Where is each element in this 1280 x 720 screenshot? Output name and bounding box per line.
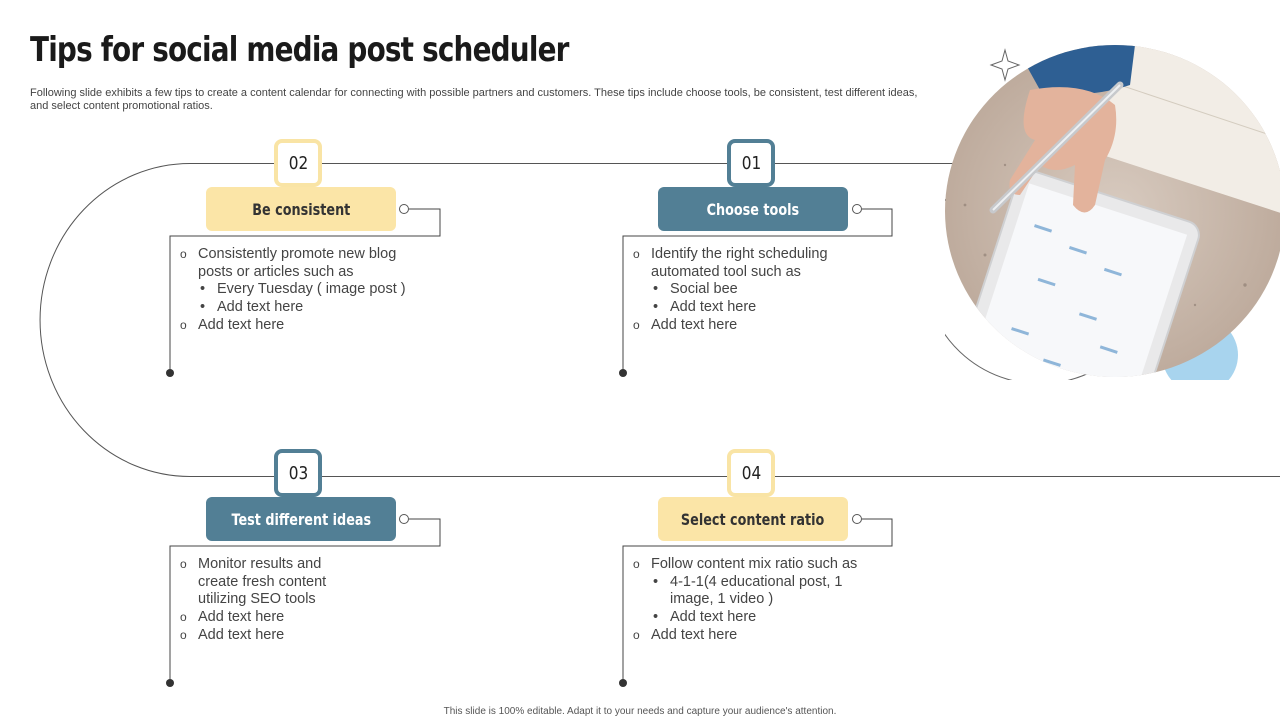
list-item: o Follow content mix ratio such as	[631, 556, 876, 574]
step-3-end-dot	[166, 679, 174, 687]
list-item: • Every Tuesday ( image post )	[178, 281, 428, 299]
step-4-title: Select content ratio	[658, 497, 848, 541]
list-item: • Social bee	[631, 281, 881, 299]
step-2-connector-knob	[399, 204, 409, 214]
step-1-number: 01	[727, 139, 775, 187]
step-2-title: Be consistent	[206, 187, 396, 231]
list-item: o Add text here	[178, 627, 348, 645]
step-4-number: 04	[727, 449, 775, 497]
step-2-end-dot	[166, 369, 174, 377]
step-4-content	[631, 556, 876, 645]
list-item: • Add text here	[178, 299, 428, 317]
step-3-connector-knob	[399, 514, 409, 524]
step-4-end-dot	[619, 679, 627, 687]
step-4-connector-knob	[852, 514, 862, 524]
list-item: o Monitor results and create fresh content utilizing SEO tools	[178, 556, 348, 609]
page-title: Tips for social media post scheduler	[30, 30, 569, 70]
step-1-content	[631, 246, 881, 335]
list-item: o Add text here	[631, 627, 876, 645]
step-1-title: Choose tools	[658, 187, 848, 231]
list-item: o Identify the right scheduling automated tool such as	[631, 246, 881, 281]
list-item: • Add text here	[631, 609, 876, 627]
list-item: • 4-1-1(4 educational post, 1 image, 1 video )	[631, 574, 876, 609]
list-item: o Add text here	[178, 609, 348, 627]
step-3-content	[178, 556, 348, 645]
page-subtitle: Following slide exhibits a few tips to create a content calendar for connecting with possible partners and customers. These tips include choose tools, be consistent, test different ideas, and select content promotional ratios.	[30, 87, 918, 112]
list-item: • Add text here	[631, 299, 881, 317]
list-item: o Add text here	[178, 317, 428, 335]
step-1-end-dot	[619, 369, 627, 377]
step-1-connector-knob	[852, 204, 862, 214]
step-2-content	[178, 246, 428, 335]
step-2-number: 02	[274, 139, 322, 187]
step-3-number: 03	[274, 449, 322, 497]
list-item: o Add text here	[631, 317, 881, 335]
list-item: o Consistently promote new blog posts or articles such as	[178, 246, 428, 281]
step-3-title: Test different ideas	[206, 497, 396, 541]
photo-illustration	[945, 45, 1280, 380]
footer-note: This slide is 100% editable. Adapt it to your needs and capture your audience's attention.	[443, 706, 837, 717]
